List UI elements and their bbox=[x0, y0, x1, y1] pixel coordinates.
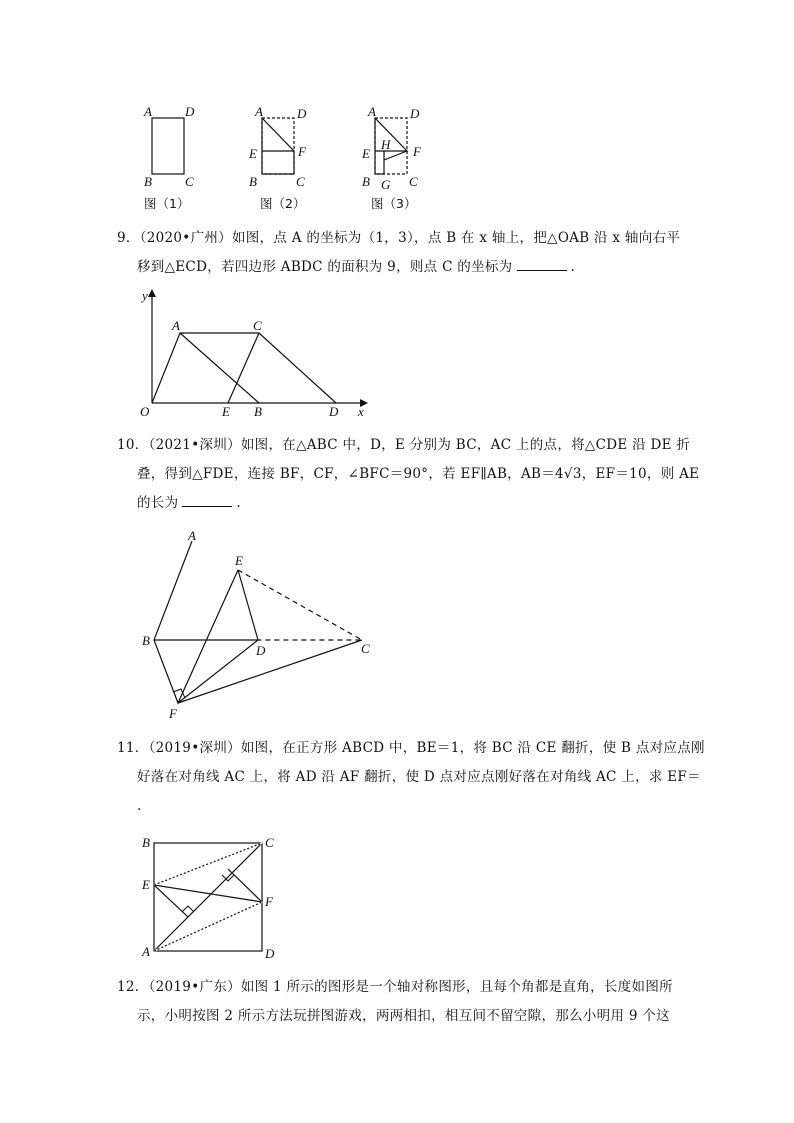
label-c: C bbox=[361, 641, 370, 656]
question-period: . bbox=[570, 259, 576, 275]
label-d: D bbox=[265, 946, 275, 961]
question-text-line-2: 好落在对角线 AC 上，将 AD 沿 AF 翻折，使 D 点对应点刚好落在对角线 AC 上，求 EF＝ bbox=[137, 769, 701, 785]
label-c: C bbox=[296, 174, 305, 189]
question-10 bbox=[117, 431, 700, 518]
label-a: A bbox=[172, 318, 180, 333]
label-a: A bbox=[368, 104, 376, 119]
label-a: A bbox=[188, 528, 196, 543]
label-a: A bbox=[144, 104, 152, 119]
label-b: B bbox=[362, 174, 370, 189]
label-f: F bbox=[169, 706, 177, 721]
answer-blank bbox=[517, 256, 567, 271]
figure-q9-coordinate-plane bbox=[135, 285, 375, 420]
label-f: F bbox=[265, 894, 273, 909]
question-text-line-3: . bbox=[137, 798, 142, 814]
label-a: A bbox=[255, 104, 263, 119]
label-d: D bbox=[297, 106, 307, 121]
figure-1 bbox=[135, 100, 205, 215]
figure-caption: 图（1） bbox=[144, 196, 190, 211]
label-d: D bbox=[329, 404, 339, 419]
figure-q10-triangle-fold bbox=[135, 530, 385, 725]
label-b: B bbox=[144, 174, 152, 189]
question-number: 11． bbox=[117, 740, 149, 756]
question-text-line-3: 的长为 bbox=[137, 495, 179, 511]
figure-2 bbox=[245, 100, 320, 215]
label-e: E bbox=[362, 146, 370, 161]
label-g: G bbox=[381, 177, 391, 192]
question-11 bbox=[117, 734, 705, 821]
label-b: B bbox=[142, 835, 150, 850]
label-d: D bbox=[256, 643, 266, 658]
figure-caption: 图（3） bbox=[371, 196, 417, 211]
label-b: B bbox=[249, 174, 257, 189]
label-h: H bbox=[381, 137, 391, 152]
answer-blank bbox=[182, 492, 232, 507]
label-e: E bbox=[249, 146, 257, 161]
question-period: . bbox=[236, 495, 241, 511]
label-c: C bbox=[265, 835, 274, 850]
question-12 bbox=[117, 973, 677, 1031]
question-text-line-1: （2021•深圳）如图，在△ABC 中，D，E 分别为 BC，AC 上的点，将△CDE 沿 DE 折 bbox=[148, 437, 691, 453]
label-e: E bbox=[235, 553, 243, 568]
question-9 bbox=[117, 224, 681, 282]
question-text-line-2: 叠，得到△FDE，连接 BF，CF，∠BFC＝90°，若 EF∥AB，AB＝4√3，EF＝10，则 AE bbox=[137, 466, 700, 482]
label-d: D bbox=[185, 104, 195, 119]
label-o: O bbox=[140, 404, 150, 419]
label-a: A bbox=[142, 944, 150, 959]
label-c: C bbox=[409, 174, 418, 189]
figure-q11-square-fold bbox=[135, 832, 285, 962]
question-number: 12． bbox=[117, 979, 149, 995]
figure-3 bbox=[358, 100, 433, 215]
figure-caption: 图（2） bbox=[260, 196, 306, 211]
axis-label-y: y bbox=[142, 288, 148, 303]
label-d: D bbox=[410, 106, 420, 121]
label-e: E bbox=[142, 877, 150, 892]
label-f: F bbox=[298, 144, 306, 159]
question-text-line-2: 移到△ECD，若四边形 ABDC 的面积为 9，则点 C 的坐标为 bbox=[137, 259, 513, 275]
question-text-line-2: 示，小明按图 2 所示方法玩拼图游戏，两两相扣，相互间不留空隙，那么小明用 9 个这 bbox=[137, 1008, 670, 1024]
label-c: C bbox=[185, 174, 194, 189]
label-f: F bbox=[413, 144, 421, 159]
label-b: B bbox=[254, 404, 262, 419]
question-number: 10． bbox=[117, 437, 149, 453]
question-text-line-1: （2019•深圳）如图，在正方形 ABCD 中，BE＝1，将 BC 沿 CE 翻折，使 B 点对应点刚 bbox=[148, 740, 705, 756]
question-text-line-1: （2020•广州）如图，点 A 的坐标为（1，3），点 B 在 x 轴上，把△OAB 沿 x 轴向右平 bbox=[139, 230, 681, 246]
label-e: E bbox=[222, 404, 230, 419]
label-c: C bbox=[253, 318, 262, 333]
axis-label-x: x bbox=[358, 404, 364, 419]
label-b: B bbox=[142, 633, 150, 648]
question-number: 9． bbox=[117, 230, 140, 246]
question-text-line-1: （2019•广东）如图 1 所示的图形是一个轴对称图形，且每个角都是直角，长度如图所 bbox=[148, 979, 673, 995]
